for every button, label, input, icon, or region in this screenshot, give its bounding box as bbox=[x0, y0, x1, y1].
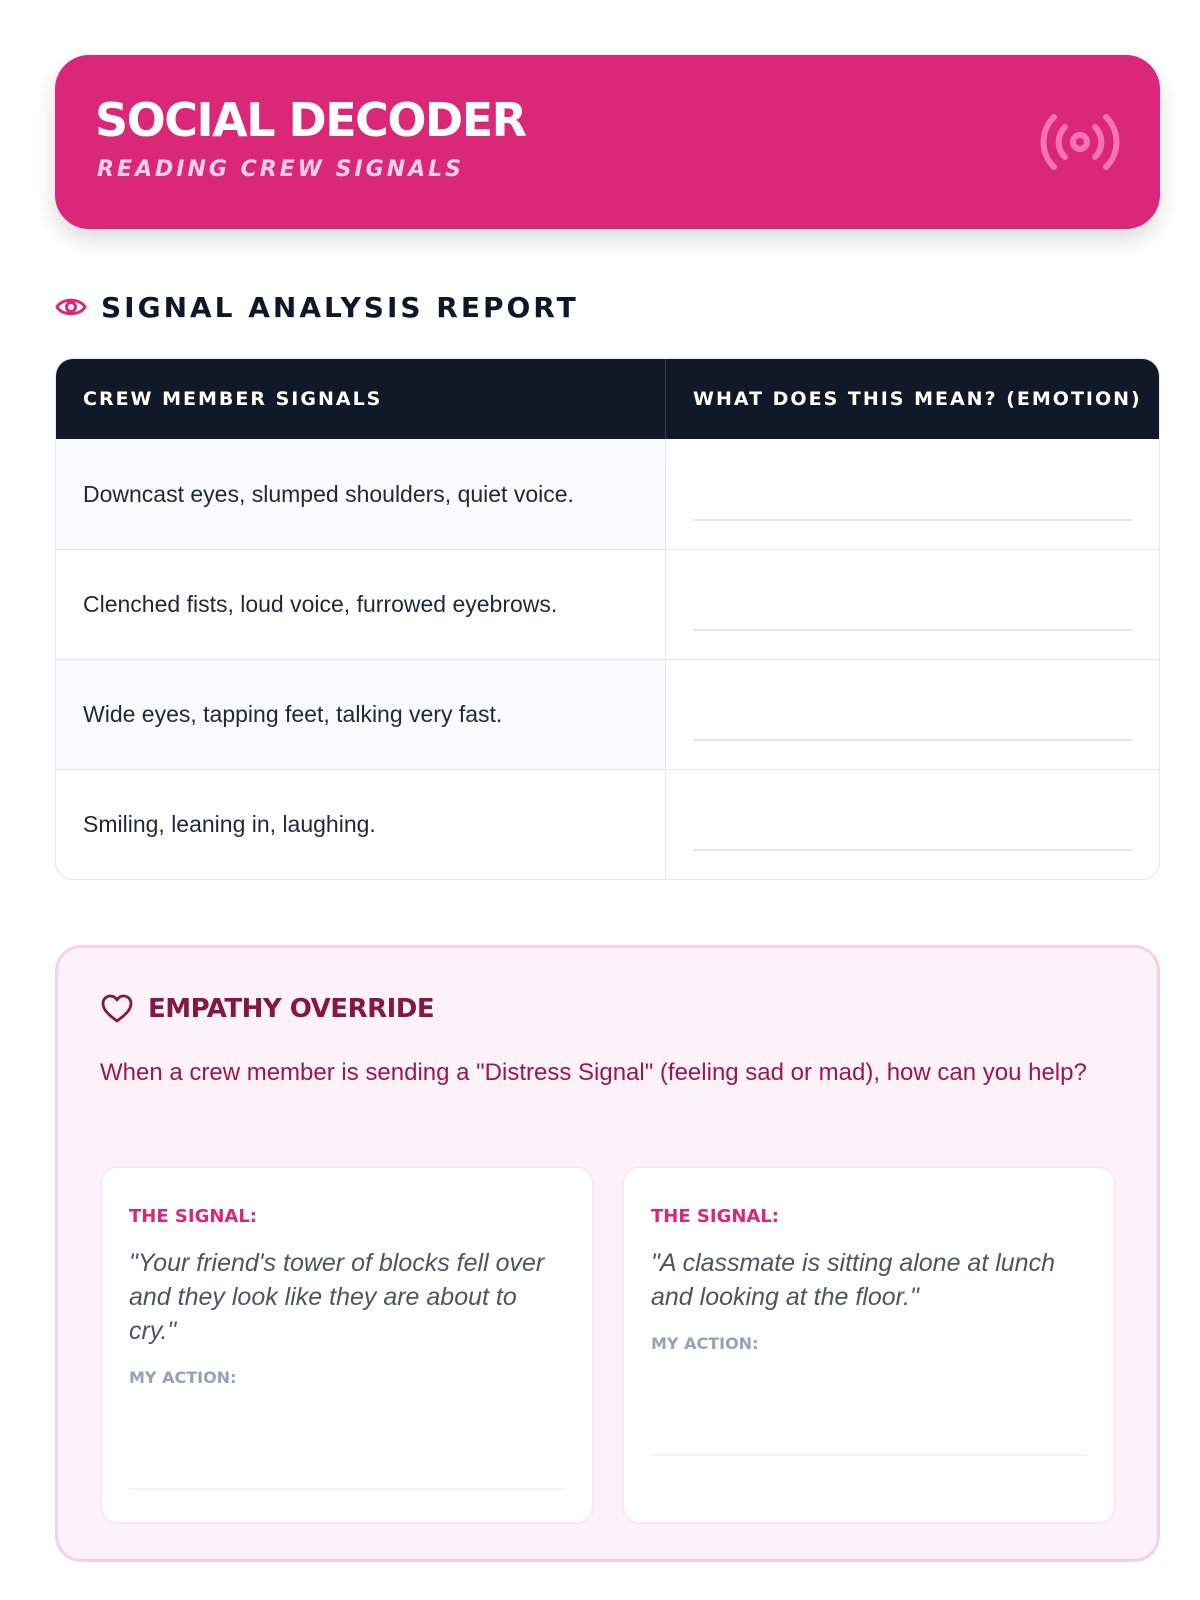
emotion-answer-field[interactable] bbox=[666, 660, 1159, 769]
action-label: MY ACTION: bbox=[651, 1334, 759, 1353]
emotion-answer-field[interactable] bbox=[666, 439, 1159, 549]
action-label: MY ACTION: bbox=[129, 1368, 237, 1387]
signal-cell: Wide eyes, tapping feet, talking very fast. bbox=[56, 660, 666, 769]
empathy-prompt: When a crew member is sending a "Distress Signal" (feeling sad or mad), how can you help? bbox=[100, 1059, 1087, 1086]
column-header-signals: CREW MEMBER SIGNALS bbox=[56, 359, 666, 439]
report-heading bbox=[55, 290, 579, 324]
signal-label: THE SIGNAL: bbox=[129, 1206, 258, 1227]
table-body bbox=[56, 439, 1159, 879]
eye-icon bbox=[55, 291, 87, 323]
answer-line bbox=[693, 849, 1132, 851]
signal-quote: "A classmate is sitting alone at lunch and looking at the floor." bbox=[651, 1249, 1055, 1311]
signal-label: THE SIGNAL: bbox=[651, 1206, 780, 1227]
signal-cell: Downcast eyes, slumped shoulders, quiet voice. bbox=[56, 439, 666, 549]
signal-cell: Clenched fists, loud voice, furrowed eyebrows. bbox=[56, 550, 666, 659]
signal-card bbox=[100, 1166, 594, 1524]
answer-line bbox=[693, 629, 1132, 631]
answer-line bbox=[693, 739, 1132, 741]
table-row bbox=[56, 549, 1159, 659]
table-row bbox=[56, 439, 1159, 549]
table-header bbox=[56, 359, 1159, 439]
action-answer-field[interactable] bbox=[129, 1488, 565, 1490]
emotion-answer-field[interactable] bbox=[666, 770, 1159, 879]
action-answer-field[interactable] bbox=[651, 1454, 1087, 1456]
broadcast-icon bbox=[1040, 110, 1120, 174]
page-subtitle: READING CREW SIGNALS bbox=[97, 157, 465, 182]
empathy-title: EMPATHY OVERRIDE bbox=[148, 994, 435, 1024]
table-row bbox=[56, 769, 1159, 879]
signal-card bbox=[622, 1166, 1116, 1524]
empathy-panel bbox=[55, 945, 1160, 1562]
heart-icon bbox=[100, 992, 134, 1026]
report-title: SIGNAL ANALYSIS REPORT bbox=[101, 290, 579, 324]
emotion-answer-field[interactable] bbox=[666, 550, 1159, 659]
column-header-emotion: WHAT DOES THIS MEAN? (EMOTION) bbox=[693, 388, 1142, 410]
signal-table bbox=[55, 358, 1160, 880]
answer-line bbox=[693, 519, 1132, 521]
table-row bbox=[56, 659, 1159, 769]
page-title: SOCIAL DECODER bbox=[95, 93, 526, 147]
signal-quote: "Your friend's tower of blocks fell over and they look like they are about to cry." bbox=[129, 1249, 545, 1345]
signal-cell: Smiling, leaning in, laughing. bbox=[56, 770, 666, 879]
empathy-heading bbox=[100, 992, 434, 1026]
header-banner bbox=[55, 55, 1160, 229]
